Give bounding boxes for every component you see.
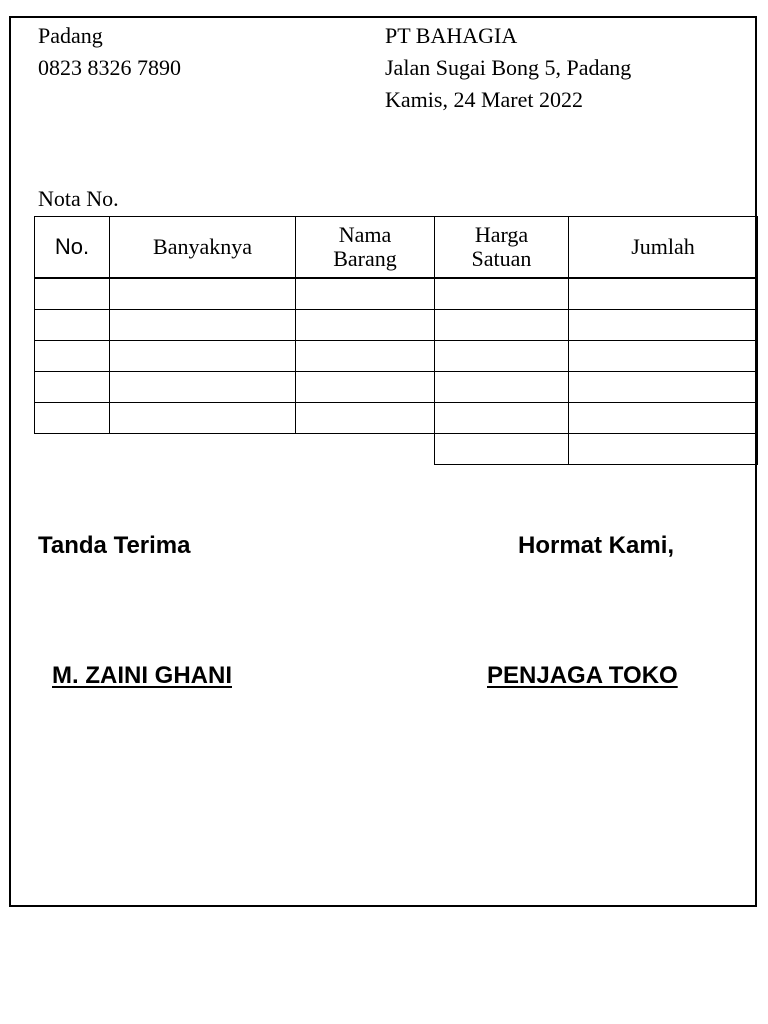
table-cell [35,310,110,341]
total-cell [435,434,569,465]
column-header-banyaknya: Banyaknya [110,217,296,279]
company-name: PT BAHAGIA [385,23,518,48]
column-header-nama-barang [296,217,435,279]
table-cell [35,341,110,372]
table-cell [569,341,758,372]
table-cell [110,278,296,310]
column-header-harga-satuan [435,217,569,279]
document-date: Kamis, 24 Maret 2022 [385,87,583,112]
sender-name: PENJAGA TOKO [487,662,678,689]
table-cell [35,372,110,403]
table-cell [296,372,435,403]
table-cell [110,403,296,434]
table-cell [569,278,758,310]
receiver-title: Tanda Terima [38,532,191,559]
column-header-nama-line2: Barang [333,246,397,271]
receiver-name: M. ZAINI GHANI [52,662,232,689]
column-header-no: No. [35,217,110,279]
table-cell [296,310,435,341]
table-cell [35,278,110,310]
table-cell [435,341,569,372]
table-cell [569,372,758,403]
column-header-harga-line2: Satuan [471,246,532,271]
table-row [35,310,758,341]
table-cell [110,341,296,372]
table-cell [296,341,435,372]
blank-cell [35,434,110,465]
nota-number-label: Nota No. [38,186,119,211]
total-cell [569,434,758,465]
table-cell [569,403,758,434]
table-cell [435,372,569,403]
nota-table [34,216,758,465]
blank-cell [296,434,435,465]
header-city: Padang [38,23,103,48]
table-cell [569,310,758,341]
table-row [35,278,758,310]
table-cell [110,372,296,403]
blank-cell [110,434,296,465]
table-row [35,403,758,434]
table-cell [35,403,110,434]
table-row [35,341,758,372]
sender-title: Hormat Kami, [518,532,675,559]
table-cell [110,310,296,341]
column-header-nama-line1: Nama [338,222,392,247]
header-phone: 0823 8326 7890 [38,55,181,80]
table-header-row [35,217,758,279]
column-header-harga-line1: Harga [474,222,529,247]
table-cell [435,403,569,434]
table-cell [296,278,435,310]
company-address: Jalan Sugai Bong 5, Padang [385,55,632,80]
table-cell [296,403,435,434]
table-cell [435,310,569,341]
table-cell [435,278,569,310]
total-row [35,434,758,465]
table-row [35,372,758,403]
column-header-jumlah: Jumlah [569,217,758,279]
